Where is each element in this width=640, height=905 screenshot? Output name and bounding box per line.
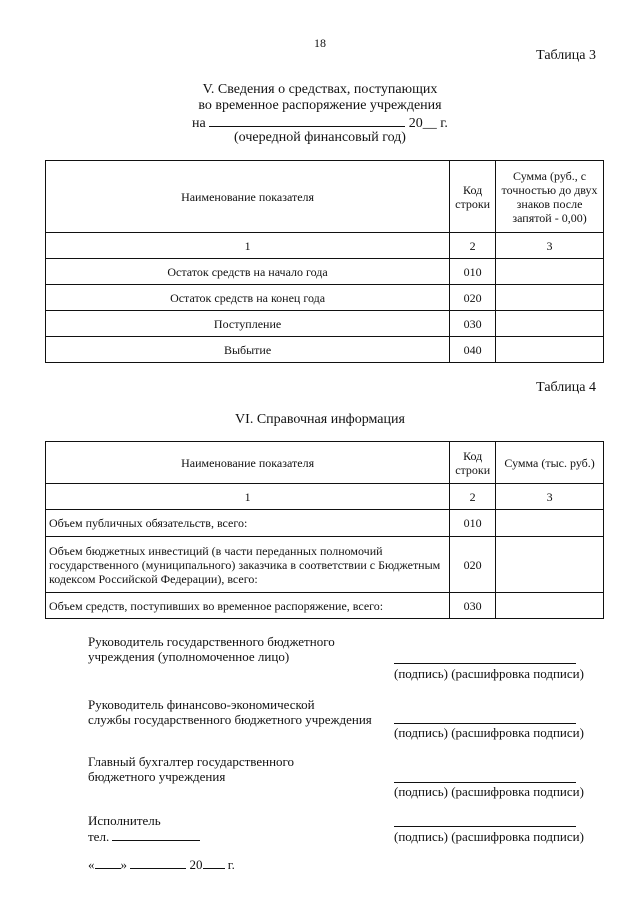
row-name: Объем средств, поступивших во временное распоряжение, всего: xyxy=(46,593,450,619)
signer-title-line1: Исполнитель xyxy=(88,813,161,828)
row-code: 030 xyxy=(450,593,496,619)
table3-header-code: Код строки xyxy=(450,161,496,233)
row-code: 030 xyxy=(450,311,496,337)
phone-label: тел. xyxy=(88,829,110,844)
period-blank xyxy=(209,114,405,127)
row-name: Объем публичных обязательств, всего: xyxy=(46,510,450,537)
table3-colnum-1: 1 xyxy=(46,233,450,259)
row-sum xyxy=(496,537,604,593)
date-close-quote: » xyxy=(120,857,127,872)
date-open-quote: « xyxy=(88,857,95,872)
table-row xyxy=(46,510,604,537)
table3-header-name: Наименование показателя xyxy=(46,161,450,233)
table3-title-note: (очередной финансовый год) xyxy=(234,130,406,145)
table-row xyxy=(46,259,604,285)
signature-block-accountant xyxy=(88,754,294,784)
signature-caption: (подпись) (расшифровка подписи) xyxy=(394,725,584,740)
phone-line xyxy=(88,828,200,844)
table4-colnum-row xyxy=(46,484,604,510)
row-code: 040 xyxy=(450,337,496,363)
table4-colnum-2: 2 xyxy=(450,484,496,510)
date-suffix: г. xyxy=(227,857,235,872)
signature-block-finance xyxy=(88,697,372,727)
table-row xyxy=(46,285,604,311)
row-name: Остаток средств на конец года xyxy=(46,285,450,311)
signer-title-line2: учреждения (уполномоченное лицо) xyxy=(88,649,290,664)
date-year: 20 xyxy=(189,857,203,872)
row-sum xyxy=(496,337,604,363)
signer-title-line1: Руководитель финансово-экономической xyxy=(88,697,315,712)
row-name: Объем бюджетных инвестиций (в части переданных полномочий государственного (муниципального) заказчика в соответствии с Бюджетным кодексом Российской Федерации), всего: xyxy=(46,537,450,593)
table3-colnum-row xyxy=(46,233,604,259)
table4-colnum-1: 1 xyxy=(46,484,450,510)
table4-colnum-3: 3 xyxy=(496,484,604,510)
table3-title-on: на xyxy=(192,116,206,131)
table-row xyxy=(46,537,604,593)
phone-blank xyxy=(112,828,200,841)
table3-header-sum: Сумма (руб., с точностью до двух знаков после запятой - 0,00) xyxy=(496,161,604,233)
signature-line xyxy=(394,782,576,783)
table4-header-sum: Сумма (тыс. руб.) xyxy=(496,442,604,484)
table3-header-row xyxy=(46,161,604,233)
table4-header-name: Наименование показателя xyxy=(46,442,450,484)
month-blank xyxy=(130,856,186,869)
table3-label: Таблица 3 xyxy=(536,48,596,63)
year-blank xyxy=(203,856,225,869)
signer-title-line1: Руководитель государственного бюджетного xyxy=(88,634,335,649)
row-code: 010 xyxy=(450,259,496,285)
table3-title-line1: V. Сведения о средствах, поступающих xyxy=(202,82,438,97)
row-code: 010 xyxy=(450,510,496,537)
row-sum xyxy=(496,593,604,619)
row-code: 020 xyxy=(450,537,496,593)
table4-label: Таблица 4 xyxy=(536,380,596,395)
row-sum xyxy=(496,510,604,537)
row-sum xyxy=(496,311,604,337)
date-line xyxy=(88,856,235,873)
signature-caption: (подпись) (расшифровка подписи) xyxy=(394,784,584,799)
table3-title-line2: во временное распоряжение учреждения xyxy=(198,98,442,113)
table3-title-year: 20__ г. xyxy=(408,116,448,131)
day-blank xyxy=(95,856,121,869)
signature-line xyxy=(394,663,576,664)
table3-colnum-3: 3 xyxy=(496,233,604,259)
signer-title-line1: Главный бухгалтер государственного xyxy=(88,754,295,769)
signature-block-head xyxy=(88,634,335,664)
table4 xyxy=(45,441,604,619)
row-sum xyxy=(496,285,604,311)
row-sum xyxy=(496,259,604,285)
table4-header-code: Код строки xyxy=(450,442,496,484)
signature-caption: (подпись) (расшифровка подписи) xyxy=(394,666,584,681)
table-row xyxy=(46,337,604,363)
page-number: 18 xyxy=(314,36,326,50)
row-code: 020 xyxy=(450,285,496,311)
table4-title: VI. Справочная информация xyxy=(235,412,405,427)
table4-header-row xyxy=(46,442,604,484)
table-row xyxy=(46,593,604,619)
row-name: Остаток средств на начало года xyxy=(46,259,450,285)
signature-line xyxy=(394,826,576,827)
row-name: Поступление xyxy=(46,311,450,337)
table-row xyxy=(46,311,604,337)
table3-colnum-2: 2 xyxy=(450,233,496,259)
signer-title-line2: бюджетного учреждения xyxy=(88,769,226,784)
table3 xyxy=(45,160,604,363)
signature-line xyxy=(394,723,576,724)
signer-title-line2: службы государственного бюджетного учреждения xyxy=(88,712,372,727)
signature-caption: (подпись) (расшифровка подписи) xyxy=(394,829,584,844)
signature-block-executor xyxy=(88,813,200,844)
row-name: Выбытие xyxy=(46,337,450,363)
